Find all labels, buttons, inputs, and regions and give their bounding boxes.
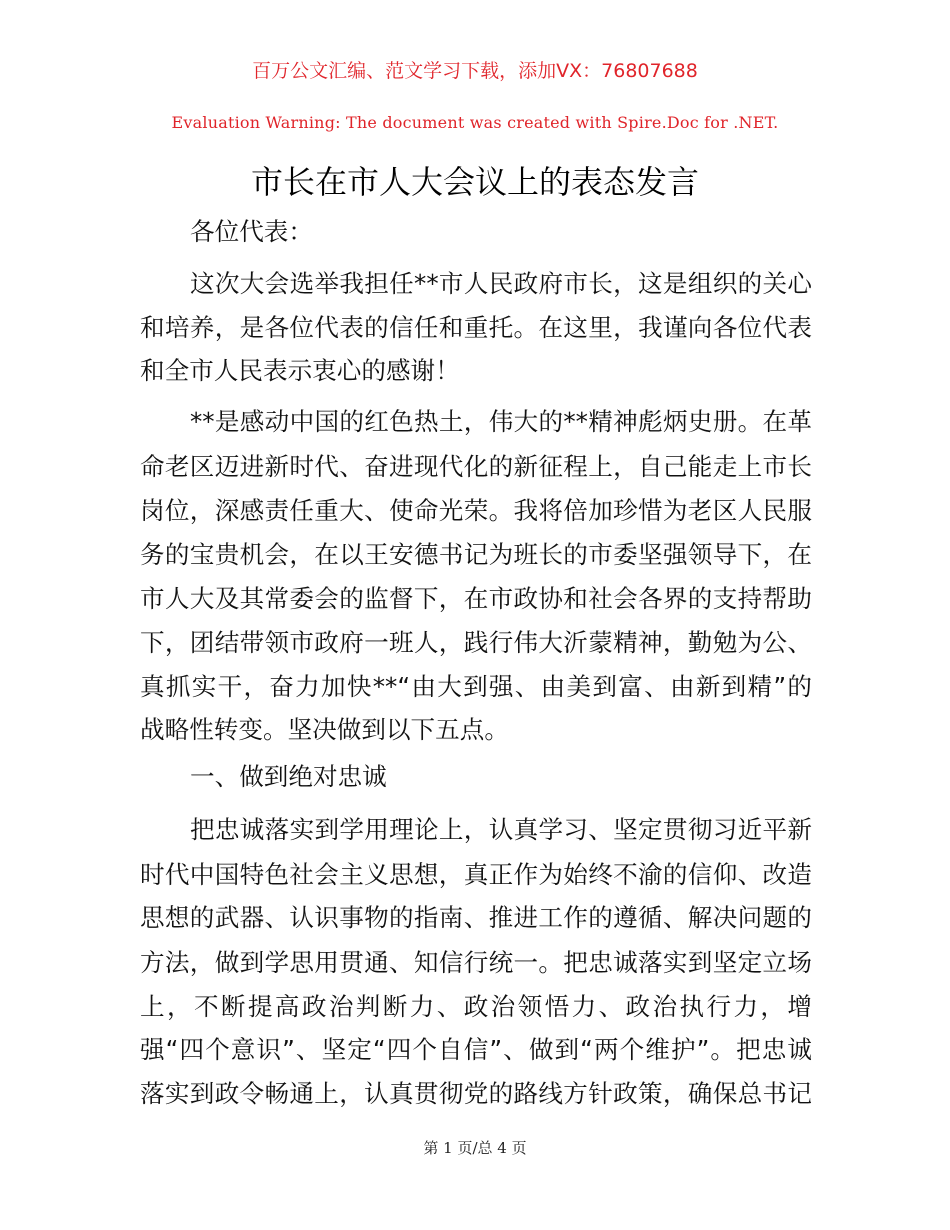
document-title: 市长在市人大会议上的表态发言 [250,163,699,201]
text-line: 强“四个意识”、坚定“四个自信”、做到“两个维护”。把忠诚 [140,1035,812,1064]
text-line: 把忠诚落实到学用理论上，认真学习、坚定贯彻习近平新 [190,815,812,844]
text-line: 这次大会选举我担任**市人民政府市长，这是组织的关心 [190,269,812,298]
text-line: 务的宝贵机会，在以王安德书记为班长的市委坚强领导下，在 [140,540,812,569]
text-line: 方法，做到学思用贯通、知信行统一。把忠诚落实到坚定立场 [140,948,812,977]
page-footer: 第 1 页/总 4 页 [423,1139,527,1157]
text-line: 战略性转变。坚决做到以下五点。 [140,715,509,744]
text-line: 市人大及其常委会的监督下，在市政协和社会各界的支持帮助 [140,584,812,613]
text-line: 和培养，是各位代表的信任和重托。在这里，我谨向各位代表 [140,313,812,342]
text-line: 真抓实干，奋力加快**“由大到强、由美到富、由新到精”的 [140,672,812,701]
text-line: 和全市人民表示衷心的感谢！ [140,356,460,385]
section-heading: 一、做到绝对忠诚 [190,762,387,791]
evaluation-warning: Evaluation Warning: The document was created with Spire.Doc for .NET. [171,113,779,132]
text-line: 下，团结带领市政府一班人，践行伟大沂蒙精神，勤勉为公、 [140,628,812,657]
text-line: **是感动中国的红色热土，伟大的**精神彪炳史册。在革 [190,407,812,436]
text-line: 命老区迈进新时代、奋进现代化的新征程上，自己能走上市长 [140,452,812,481]
text-line: 岗位，深感责任重大、使命光荣。我将倍加珍惜为老区人民服 [140,496,812,525]
text-line: 思想的武器、认识事物的指南、推进工作的遵循、解决问题的 [140,903,812,932]
salutation: 各位代表： [190,217,313,246]
download-banner: 百万公文汇编、范文学习下载，添加VX：76807688 [252,60,698,82]
text-line: 时代中国特色社会主义思想，真正作为始终不渝的信仰、改造 [140,860,812,889]
text-line: 落实到政令畅通上，认真贯彻党的路线方针政策，确保总书记 [140,1079,812,1108]
text-line: 上，不断提高政治判断力、政治领悟力、政治执行力，增 [140,992,812,1021]
